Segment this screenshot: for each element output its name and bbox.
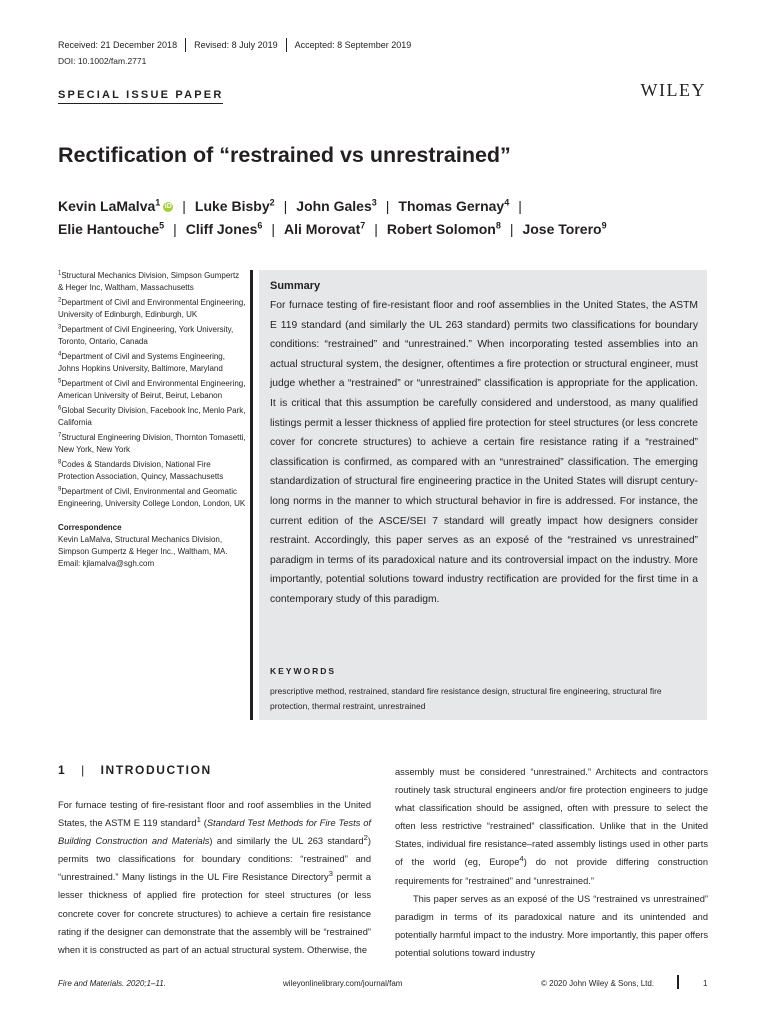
author[interactable]: Robert Solomon$^8$: [386, 220, 501, 237]
summary-text: For furnace testing of fire-resistant floor and roof assemblies in the United States, the ASTM E 119 standard (and similarly the UL 263 standard) permits two classifications for boundary conditions: “restrained” and “unrestrained.” When incorporating tested assemblies into an actual structural system, the designer, oftentimes a fire protection or structural engineer, must judge whether a “restrained” or “unrestrained” classification is appropriate for the application. It is critical that this assumption be carefully considered and understood, as many qualified listings permit a lesser thickness of applied fire protection for steel structures (or less concrete cover for concrete structures) to achieve a certain fire resistance rating if a “restrained” classification is confirmed, as compared with an “unrestrained” classification. The emerging standardization of structural fire engineering practice in the United States will disrupt century-long norms in the manner to which structural behavior in fire is addressed. For instance, the current edition of the ASCE/SEI 7 standard will greatly impact how designers consider restraint. Accordingly, this paper serves as an exposé of the “restrained vs unrestrained” paradigm in terms of its paradoxical nature and its controversial impact on the industry. More importantly, potential solutions toward industry rectification are provided for the first time in a contemporary study of this paradigm.: [270, 300, 698, 605]
correspondence-body: Kevin LaMalva, Structural Mechanics Division, Simpson Gumpertz & Heger Inc., Waltham, MA.: [58, 535, 228, 556]
author[interactable]: Jose Torero$^9$: [522, 220, 607, 237]
affiliation: $^1$Structural Mechanics Division, Simpson Gumpertz & Heger Inc, Waltham, Massachusetts: [58, 270, 240, 292]
affiliation: $^8$Codes & Standards Division, National Fire Protection Association, Quincy, Massachusetts: [58, 459, 224, 481]
summary-heading: Summary: [270, 280, 321, 292]
affiliation: $^2$Department of Civil and Environmental Engineering, University of Edinburgh, Edinburgh, UK: [58, 297, 246, 319]
keywords-text: prescriptive method, restrained, standard fire resistance design, structural fire engineering, structural fire protection, thermal restraint, unrestrained: [270, 686, 662, 711]
author-separator: |: [182, 198, 186, 214]
affiliation: $^9$Department of Civil, Environmental and Geomatic Engineering, University College London, London, UK: [58, 486, 246, 508]
author[interactable]: Luke Bisby$^2$: [194, 197, 275, 214]
author[interactable]: Cliff Jones$^6$: [185, 220, 263, 237]
author-separator: |: [509, 221, 514, 237]
paragraph: This paper serves as an exposé of the US “restrained vs unrestrained” paradigm in terms of its paradoxical nature and its unintended and potentially harmful impact to the industry. More importantly, this paper offers potential solutions toward industry: [395, 893, 708, 958]
author-separator: |: [173, 221, 177, 237]
doi[interactable]: DOI: 10.1002/fam.2771: [58, 56, 147, 66]
section-heading: 1 | INTRODUCTION: [58, 763, 212, 777]
copyright: © 2020 John Wiley & Sons, Ltd.: [541, 979, 655, 988]
author-separator: |: [283, 198, 288, 214]
publisher-logo: WILEY: [640, 80, 706, 100]
accepted-date: Accepted: 8 September 2019: [294, 40, 412, 50]
summary-bar: [250, 270, 253, 720]
author[interactable]: John Gales$^3$: [296, 197, 377, 214]
affiliation: $^6$Global Security Division, Facebook Inc, Menlo Park, California: [58, 405, 246, 427]
journal-citation: Fire and Materials. 2020;1–11.: [58, 979, 166, 988]
affiliations: [58, 270, 246, 570]
body-column-right: [395, 763, 708, 962]
author[interactable]: Kevin LaMalva$^1$ iD: [58, 197, 172, 214]
affiliation: $^5$Department of Civil and Environmental Engineering, American University of Beirut, Beirut, Lebanon: [58, 378, 246, 400]
correspondence-email[interactable]: Email: kjlamalva@sgh.com: [58, 559, 155, 568]
citation[interactable]: 4: [519, 854, 524, 864]
authors-line-1: [58, 198, 531, 214]
citation[interactable]: 3: [328, 869, 333, 879]
author-separator: |: [271, 221, 276, 237]
affiliation: $^7$Structural Engineering Division, Thornton Tomasetti, New York, New York: [58, 432, 246, 454]
paragraph: assembly must be considered “unrestrained.” Architects and contractors routinely task structural engineers and/or fire protection engineers to judge what classification should be assigned, often with pressure to select the often less restrictive “restrained” classification. Unlike that in the United States, individual fire resistance–rated assembly listings used in other parts of the world (eg, Europe$^4$) do not provide differing construction requirements for “restrained” and “unrestrained.”: [395, 767, 708, 886]
body-column-left: For furnace testing of fire-resistant floor and roof assemblies in the United States, the ASTM E 119 standard$^1$ (Standard Test Methods for Fire Tests of Building Construction and Materials) and similarly the UL 263 standard$^2$) permits two classifications for boundary conditions: “restrained” and “unrestrained.” Many listings in the UL Fire Resistance Directory$^3$ permit a lesser thickness of applied fire protection for steel structures (or less concrete cover for concrete structures) to achieve a certain fire resistance rating if the designer can demonstrate that the assembly will be “restrained” when it is constructed as part of an actual structural system. Otherwise, the: [58, 800, 371, 955]
author-separator: |: [385, 198, 390, 214]
revised-date: Revised: 8 July 2019: [186, 38, 287, 52]
authors-line-2: [58, 221, 607, 237]
citation[interactable]: 1: [196, 815, 201, 824]
author-separator: |: [374, 221, 378, 237]
author[interactable]: Elie Hantouche$^5$: [58, 220, 165, 237]
paper-type: SPECIAL ISSUE PAPER: [58, 89, 223, 104]
keywords-heading: KEYWORDS: [270, 666, 337, 676]
affiliation: $^3$Department of Civil Engineering, York University, Toronto, Ontario, Canada: [58, 324, 234, 346]
author[interactable]: Thomas Gernay$^4$: [398, 197, 510, 214]
orcid-icon[interactable]: iD: [164, 203, 172, 211]
author-separator: |: [518, 198, 522, 214]
correspondence-heading: Correspondence: [58, 523, 122, 532]
correspondence: [58, 522, 246, 570]
author[interactable]: Ali Morovat$^7$: [284, 220, 366, 237]
article-title: Rectification of “restrained vs unrestrained”: [58, 143, 511, 167]
article-history: [58, 38, 419, 52]
affiliation: $^4$Department of Civil and Systems Engineering, Johns Hopkins University, Baltimore, Maryland: [58, 351, 225, 373]
footer-divider: [677, 975, 679, 989]
received-date: Received: 21 December 2018: [58, 38, 186, 52]
citation[interactable]: 2: [363, 833, 368, 843]
page-number: 1: [703, 979, 708, 988]
journal-url[interactable]: wileyonlinelibrary.com/journal/fam: [283, 979, 403, 988]
